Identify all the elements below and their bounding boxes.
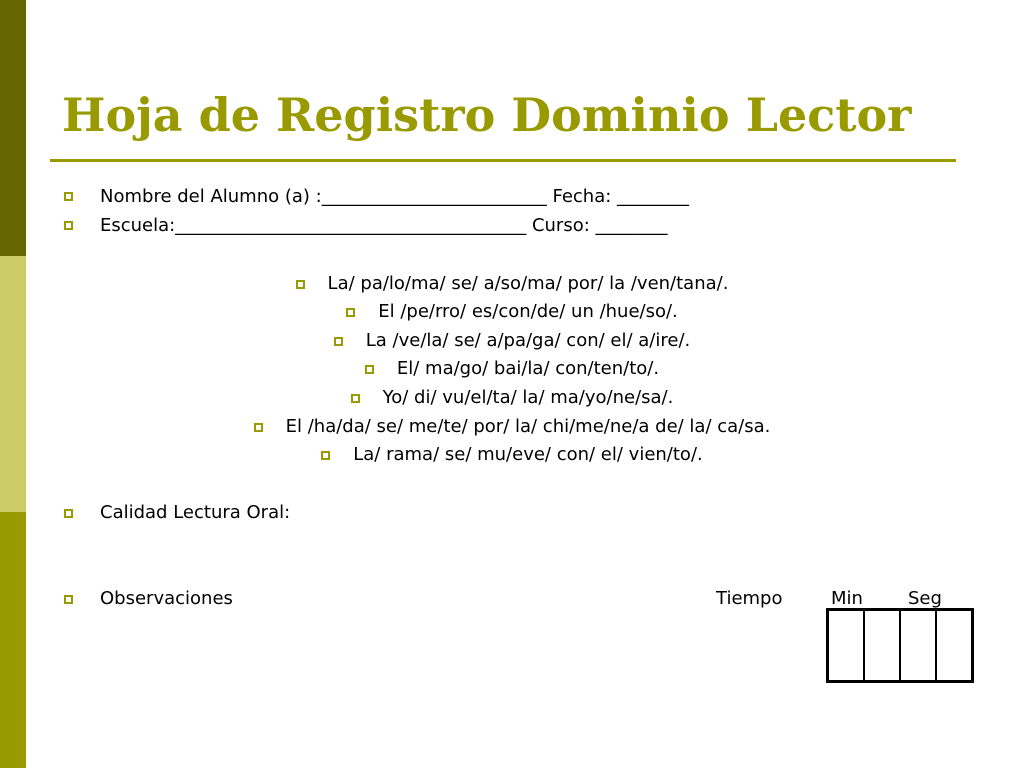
title-underline [50,159,956,162]
reading-line [0,444,1024,466]
bullet-icon [365,365,374,374]
observations-label: Observaciones [100,588,233,609]
bullet-icon [64,509,73,518]
bullet-icon [296,280,305,289]
bullet-icon [321,451,330,460]
bullet-icon [351,394,360,403]
reading-line [0,330,1024,352]
side-strip-dark [0,0,26,256]
bullet-icon [64,595,73,604]
reading-line-text: El/ ma/go/ bai/la/ con/ten/to/. [396,358,660,379]
minutes-label: Min [831,588,863,609]
reading-line [0,273,1024,295]
reading-line [0,301,1024,323]
student-name-field: Nombre del Alumno (a) :_________________________ Fecha: ________ [100,186,690,207]
time-boxes [826,608,974,683]
quality-label: Calidad Lectura Oral: [100,502,291,523]
bullet-icon [64,192,73,201]
reading-line-text: La/ pa/lo/ma/ se/ a/so/ma/ por/ la /ven/tana/. [327,273,729,294]
school-field: Escuela:_______________________________________ Curso: ________ [100,215,668,236]
bullet-icon [64,221,73,230]
reading-line-text: Yo/ di/ vu/el/ta/ la/ ma/yo/ne/sa/. [382,387,674,408]
time-digit-box[interactable] [829,611,865,680]
reading-line [0,387,1024,409]
time-digit-box[interactable] [937,611,971,680]
side-strip-olive [0,512,26,768]
time-digit-box[interactable] [865,611,901,680]
time-digit-box[interactable] [901,611,937,680]
bullet-icon [334,337,343,346]
reading-line [0,358,1024,380]
reading-line [0,416,1024,438]
bullet-icon [254,423,263,432]
reading-line-text: El /pe/rro/ es/con/de/ un /hue/so/. [378,301,678,322]
slide-title: Hoja de Registro Dominio Lector [62,88,912,142]
seconds-label: Seg [908,588,942,609]
bullet-icon [346,308,355,317]
reading-line-text: La/ rama/ se/ mu/eve/ con/ el/ vien/to/. [353,444,703,465]
time-label: Tiempo [716,588,783,609]
reading-line-text: La /ve/la/ se/ a/pa/ga/ con/ el/ a/ire/. [365,330,691,351]
reading-line-text: El /ha/da/ se/ me/te/ por/ la/ chi/me/ne/a de/ la/ ca/sa. [285,416,771,437]
